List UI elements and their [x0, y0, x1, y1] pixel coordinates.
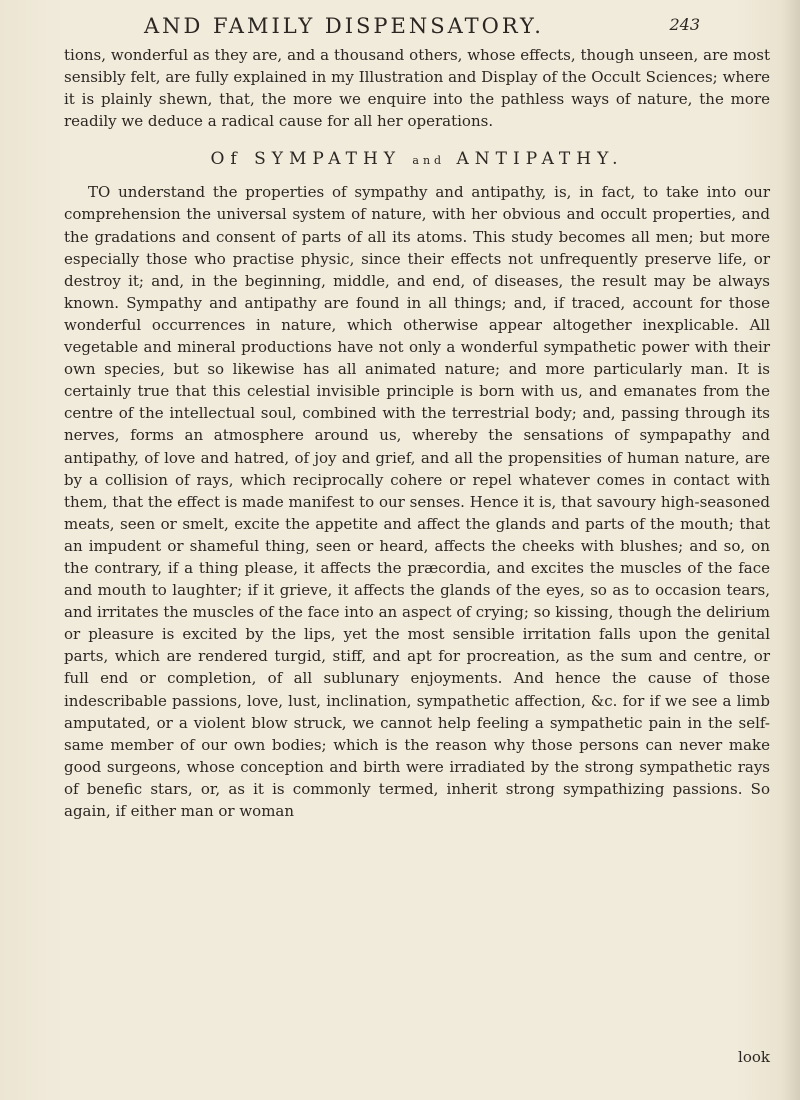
- main-paragraph: TO understand the properties of sympathy and antipathy, is, in fact, to take into our comprehension the universal system of nature, with her obvious and occult properties, and the gradations and consent of parts of all its atoms. This study becomes all men; but more especially those who practise physic, since their effects not unfrequently preserve life, or destroy it; and, in the beginning, middle, and end, of diseases, the result may be always known. Sympathy and antipathy are found in all things; and, if traced, account for those wonderful occurrences in nature, which otherwise appear altogether inexplicable. All vegetable and mineral productions have not only a wonderful sympathetic power with their own species, but so likewise has all animated nature; and more particularly man. It is certainly true that this celestial invisible principle is born with us, and emanates from the centre of the intellectual soul, combined with the terrestrial body; and, passing through its nerves, forms an atmosphere around us, whereby the sensations of sympapathy and antipathy, of love and hatred, of joy and grief, and all the propensities of human nature, are by a collision of rays, which reciprocally cohere or repel whatever comes in contact with them, that the effect is made manifest to our senses. Hence it is, that savoury high-seasoned meats, seen or smelt, excite the appetite and affect the glands and parts of the mouth; that an impudent or shameful thing, seen or heard, affects the cheeks with blushes; and so, on the contrary, if a thing please, it affects the præcordia, and excites the muscles of the face and mouth to laughter; if it grieve, it affects the glands of the eyes, so as to occasion tears, and irritates the muscles of the face into an aspect of crying; so kissing, though the delirium or pleasure is excited by the lips, yet the most sensible irritation falls upon the genital parts, which are rendered turgid, stiff, and apt for procreation, as the sum and centre, or full end or completion, of all sublunary enjoyments. And hence the cause of those indescribable passions, love, lust, inclination, sympathetic affection, &c. for if we see a limb amputated, or a violent blow struck, we cannot help feeling a sympathetic pain in the self-same member of our own bodies; which is the reason why those persons can never make good surgeons, whose conception and birth were irradiated by the strong sympathetic rays of benefic stars, or, as it is commonly termed, inherit strong sympathizing passions. So again, if either man or woman: [64, 183, 770, 820]
- catchword: look: [738, 1048, 770, 1066]
- section-heading-part-2: ANTIPATHY.: [456, 149, 624, 170]
- section-heading: [64, 149, 770, 169]
- section-heading-conjunction: and: [412, 154, 446, 168]
- text-block: [64, 44, 770, 822]
- page-number: 243: [669, 15, 700, 34]
- page-edge-shadow: [782, 0, 800, 1100]
- running-title: AND FAMILY DISPENSATORY.: [144, 14, 544, 38]
- section-heading-part-1: Of SYMPATHY: [210, 149, 401, 170]
- opening-paragraph: tions, wonderful as they are, and a thousand others, whose effects, though unseen, are most sensibly felt, are fully explained in my Illustration and Display of the Occult Sciences; where it is plainly shewn, that, the more we enquire into the pathless ways of nature, the more readily we deduce a radical cause for all her operations.: [64, 46, 770, 131]
- page-header: [144, 14, 700, 42]
